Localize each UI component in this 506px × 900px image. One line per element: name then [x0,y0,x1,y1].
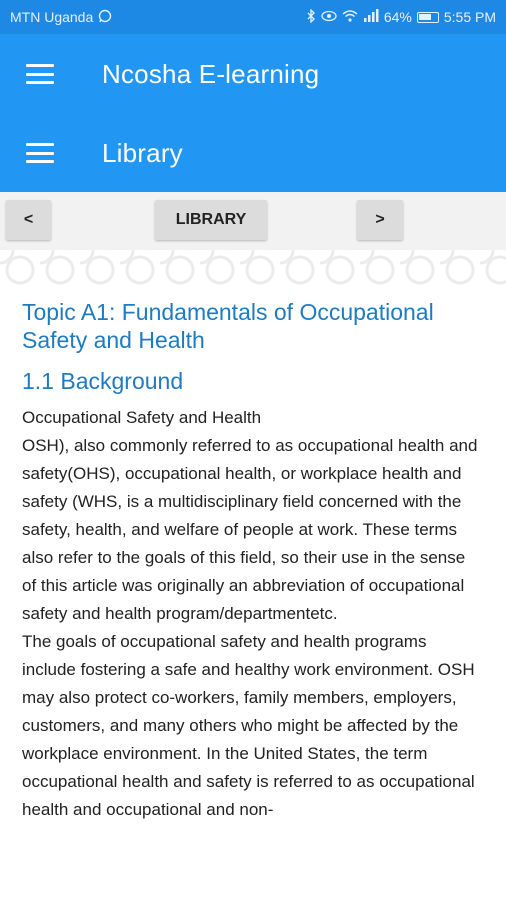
status-left [10,9,112,26]
status-bar [0,0,506,34]
paragraph: Occupational Safety and Health OSH), also commonly referred to as occupational health and safety(OHS), occupational health, or workplace health and safety (WHS, is a multidisciplinary field concerned with the safety, health, and welfare of people at work. These terms also refer to the goals of this field, so their use in the sense of this article was originally an abbreviation of occupational safety and health program/departmentetc. [22,408,478,623]
signal-icon [363,9,379,25]
section-title-bar: Library [102,137,183,168]
topic-title: Topic A1: Fundamentals of Occupational Safety and Health [22,299,434,353]
page-navigation [0,192,506,250]
bluetooth-icon [306,9,316,26]
section-bar [0,114,506,192]
article [0,288,506,900]
menu-icon[interactable] [26,64,54,84]
battery-percent: 64% [383,9,412,25]
eye-icon [321,10,337,25]
content-area[interactable] [0,250,506,900]
paragraph: The goals of occupational safety and health programs include fostering a safe and healthy work environment. OSH may also protect co-workers, family members, employers, customers, and many others who might be affected by the workplace environment. In the United States, the term occupational health and safety is referred to as occupational health and occupational and non- [22,632,475,819]
library-button[interactable]: LIBRARY [155,200,267,240]
battery-icon [417,12,439,23]
clock: 5:55 PM [443,9,496,25]
previous-button[interactable]: < [6,200,51,240]
carrier-label: MTN Uganda [10,9,94,25]
section-menu-icon[interactable] [26,143,54,163]
wifi-icon [342,9,358,25]
next-button[interactable]: > [357,200,403,240]
app-title: Ncosha E-learning [102,58,320,89]
status-right [306,9,496,26]
section-heading: 1.1 Background [22,368,184,394]
app-bar [0,34,506,114]
whatsapp-icon [98,9,112,26]
